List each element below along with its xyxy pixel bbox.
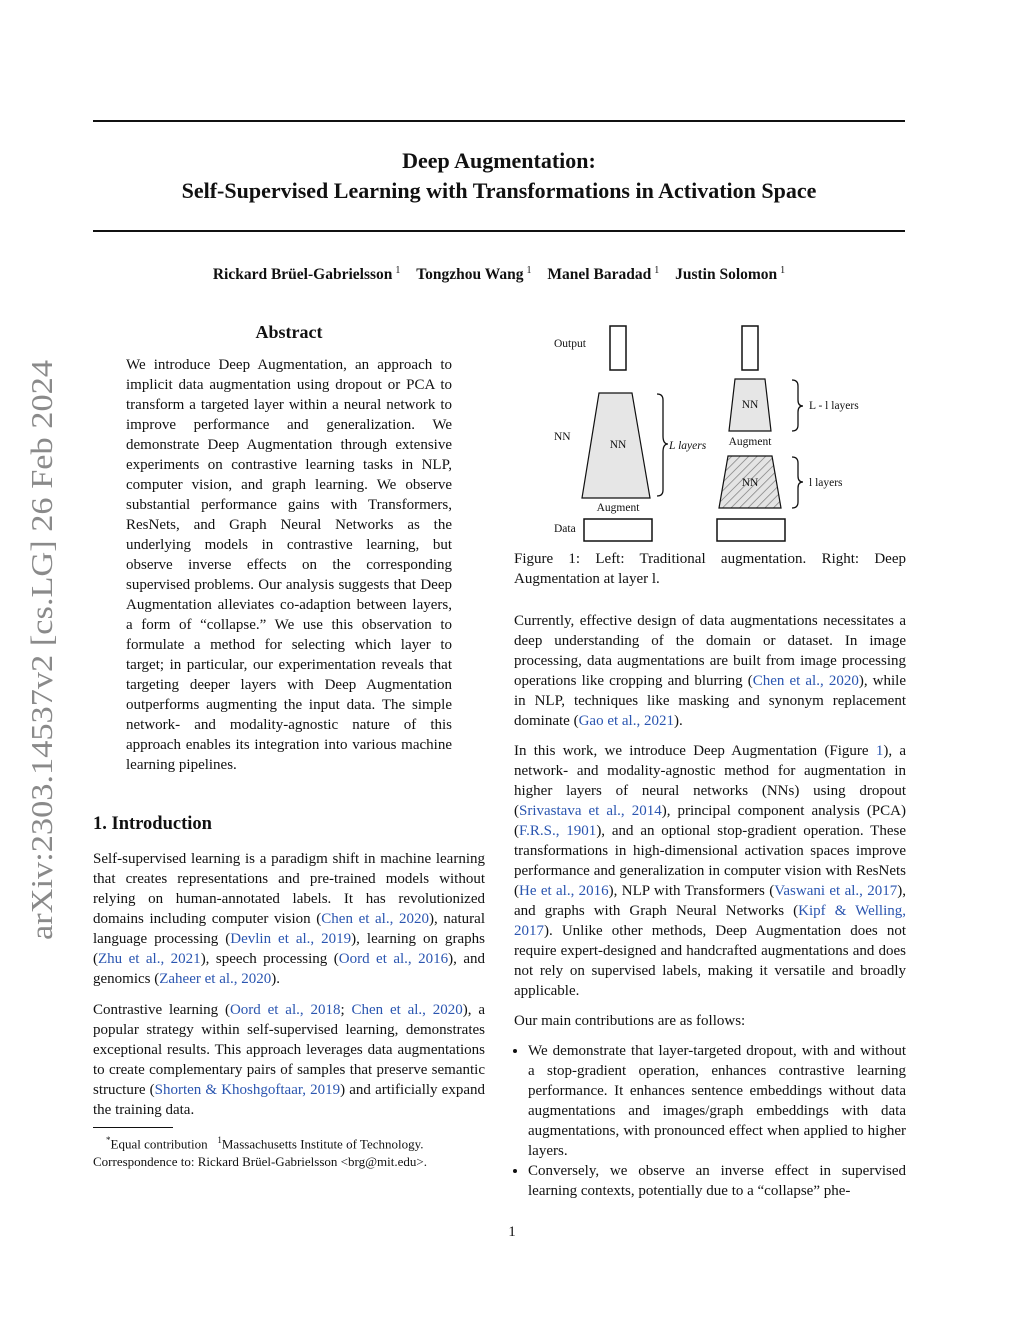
right-top-brace — [792, 380, 803, 431]
right-bottom-brace-label: l layers — [809, 477, 843, 489]
page-number: 1 — [508, 1224, 516, 1240]
intro-paragraph-2: Contrastive learning (Oord et al., 2018; Chen et al., 2020), a popular strategy within self-supervised learning, demonstrates exceptional results. This approach leverages data augmentations to create complementary pairs of samples that preserve semantic structure (Shorten & Khoshgoftaar, 2019) and artificially expand the training data. — [93, 1002, 485, 1118]
fig-label-nn: NN — [554, 431, 571, 443]
footnote-line-2: Correspondence to: Rickard Brüel-Gabrielsson <brg@mit.edu>. — [93, 1154, 427, 1170]
right-augment-label: Augment — [728, 436, 772, 448]
citation-link[interactable]: Gao et al., 2021 — [578, 713, 674, 729]
left-augment-label: Augment — [596, 502, 640, 514]
citation-link[interactable]: He et al., 2016 — [519, 883, 609, 899]
right-output-box — [742, 326, 758, 370]
citation-link[interactable]: Zaheer et al., 2020 — [159, 971, 272, 987]
citation-link[interactable]: Chen et al., 2020 — [351, 1002, 463, 1018]
right-bottom-brace — [792, 457, 803, 508]
author-3: Manel Baradad $^1$ — [547, 265, 660, 284]
arxiv-stamp — [14, 355, 64, 940]
figure-reference-link[interactable]: 1 — [875, 743, 884, 759]
citation-link[interactable]: Chen et al., 2020 — [321, 911, 429, 927]
citation-link[interactable]: Kipf & Welling, 2017 — [514, 903, 906, 939]
citation-link[interactable]: Shorten & Khoshgoftaar, 2019 — [154, 1082, 341, 1098]
right-column-body — [514, 611, 906, 1201]
title-rule-top — [93, 120, 905, 122]
citation-link[interactable]: Oord et al., 2018 — [229, 1002, 341, 1018]
right-paragraph-3: Our main contributions are as follows: — [514, 1013, 746, 1029]
arxiv-id: arXiv:2303.14537v2 [cs.LG] 26 Feb 2024 — [24, 416, 59, 940]
intro-body — [93, 849, 485, 1131]
left-nn-label: NN — [609, 439, 627, 451]
citation-link[interactable]: Vaswani et al., 2017 — [774, 883, 898, 899]
left-output-box — [610, 326, 626, 370]
author-1: Rickard Brüel-Gabrielsson $^1$ — [212, 265, 401, 284]
author-list — [93, 265, 905, 284]
left-brace — [657, 394, 668, 496]
title-rule-bottom — [93, 230, 905, 232]
right-top-nn-label: NN — [741, 399, 759, 411]
citation-link[interactable]: Srivastava et al., 2014 — [519, 803, 662, 819]
citation-link[interactable]: Zhu et al., 2021 — [98, 951, 201, 967]
list-item: • We demonstrate that layer-targeted dropout, with and without a stop-gradient operation, enhances contrastive learning performance. It enhances sentence embeddings without data augmentations and images/graph embeddings with data augmentations, with pronounced effect when applied to higher layers. — [528, 1041, 906, 1161]
title-line-2: Self-Supervised Learning with Transformations in Activation Space — [181, 178, 817, 203]
citation-link[interactable]: Chen et al., 2020 — [752, 673, 859, 689]
right-data-box — [717, 519, 785, 541]
right-top-brace-label: L - l layers — [809, 400, 859, 412]
citation-link[interactable]: F.R.S., 1901 — [519, 823, 597, 839]
footnote — [93, 1131, 493, 1171]
figure-1-caption: Figure 1: Left: Traditional augmentation. Right: Deep Augmentation at layer l. — [514, 551, 906, 587]
right-paragraph-2: In this work, we introduce Deep Augmentation (Figure 1), a network- and modality-agnostic method for augmentation in higher layers of neural networks (NNs) using dropout (Srivastava et al., 2014), principal component analysis (PCA) (F.R.S., 1901), and an optional stop-gradient operation. These transformations in high-dimensional activation spaces improve performance and generalization in computer vision with ResNets (He et al., 2016), NLP with Transformers (Vaswani et al., 2017), and graphs with Graph Neural Networks (Kipf & Welling, 2017). Unlike other methods, Deep Augmentation does not require expert-designed and handcrafted augmentations and does not rely on supervised labels, making it versatile and broadly applicable. — [514, 743, 906, 999]
citation-link[interactable]: Devlin et al., 2019 — [230, 931, 352, 947]
author-4: Justin Solomon $^1$ — [675, 265, 786, 284]
abstract-heading: Abstract — [255, 322, 323, 342]
abstract-text: We introduce Deep Augmentation, an approach to implicit data augmentation using dropout or PCA to transform a targeted layer within a neural network to improve performance and generalization. We demonstrate Deep Augmentation through extensive experiments on contrastive learning tasks in NLP, computer vision, and graph learning. We observe substantial performance gains with Transformers, ResNets, and Graph Neural Networks as the underlying models in contrastive learning, but observe inverse effects on the corresponding supervised problems. Our analysis suggests that Deep Augmentation alleviates co-adaption between layers, a form of “collapse.” We use this observation to formulate a method for selecting which layer to target; in particular, our experimentation reveals that targeting deeper layers with Deep Augmentation outperforms augmenting the input data. The simple network- and modality-agnostic nature of this approach enables its integration into various machine learning pipelines. — [126, 357, 452, 773]
paper-title — [93, 146, 905, 206]
citation-link[interactable]: Oord et al., 2016 — [338, 951, 449, 967]
left-data-box — [584, 519, 652, 541]
title-line-1: Deep Augmentation: — [402, 148, 596, 173]
list-item: • Conversely, we observe an inverse effect in supervised learning contexts, potentially due to a “collapse” phe- — [528, 1161, 906, 1201]
intro-paragraph-1: Self-supervised learning is a paradigm shift in machine learning that creates representations and pre-trained models without relying on human-annotated labels. It has revolutionized domains including computer vision (Chen et al., 2020), natural language processing (Devlin et al., 2019), learning on graphs (Zhu et al., 2021), speech processing (Oord et al., 2016), and genomics (Zaheer et al., 2020). — [93, 851, 485, 987]
figure-1 — [547, 318, 907, 548]
contributions-list — [514, 1041, 906, 1201]
footnote-rule — [93, 1127, 173, 1128]
section-heading-introduction: 1. Introduction — [93, 814, 212, 834]
right-paragraph-1: Currently, effective design of data augmentations necessitates a deep understanding of the domain or dataset. In image processing, data augmentations are built from image processing operations like cropping and blurring (Chen et al., 2020), while in NLP, techniques like masking and synonym replacement dominate (Gao et al., 2021). — [514, 613, 906, 729]
fig-label-data: Data — [554, 523, 576, 535]
author-2: Tongzhou Wang $^1$ — [416, 265, 532, 284]
right-bottom-nn-label: NN — [741, 477, 759, 489]
footnote-line-1: *Equal contribution $^1$Massachusetts Institute of Technology. — [106, 1135, 424, 1152]
fig-label-output: Output — [554, 338, 586, 350]
left-brace-label: L layers — [669, 440, 707, 452]
